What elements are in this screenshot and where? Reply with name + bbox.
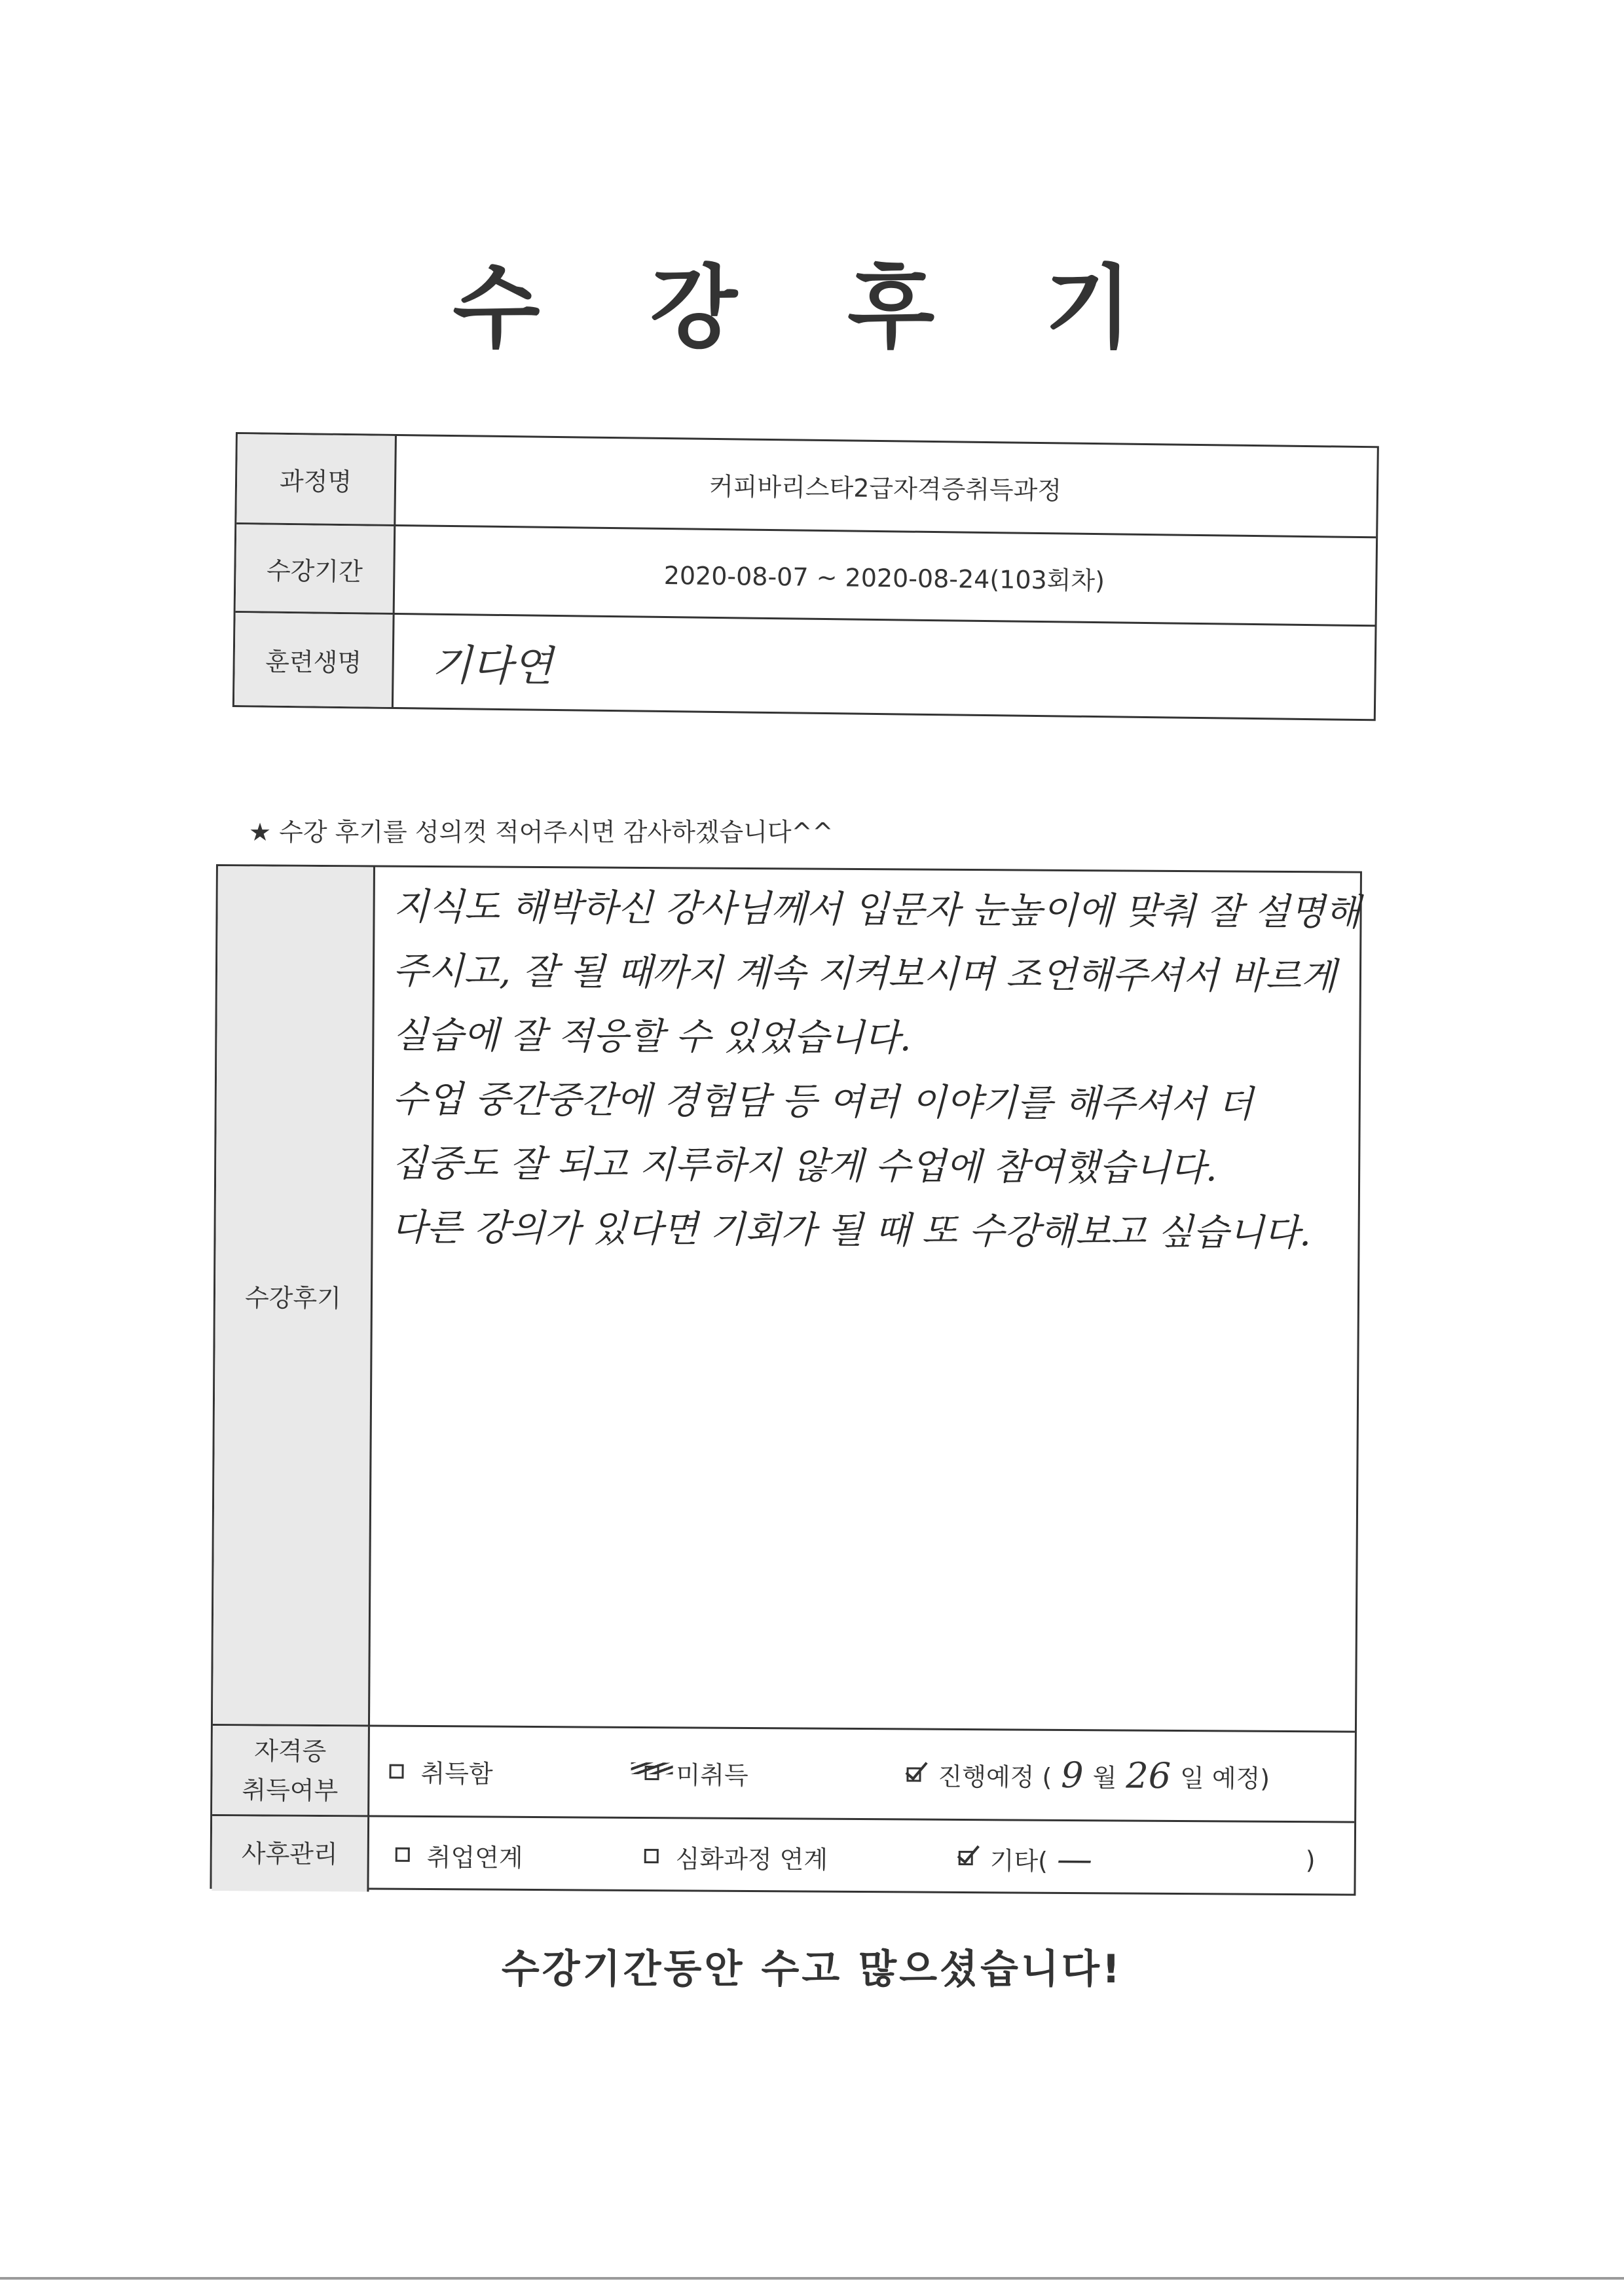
trainee-name-handwritten: 기다연 xyxy=(431,641,553,691)
certification-label-line2: 취득여부 xyxy=(242,1775,339,1805)
month-label: 월 xyxy=(1092,1763,1117,1793)
checkbox-in-progress-checked xyxy=(906,1767,921,1781)
notice-text: ★ 수강 후기를 성의껏 적어주시면 감사하겠습니다^^ xyxy=(249,818,834,847)
option-advanced-label: 심화과정 연계 xyxy=(675,1844,828,1874)
followup-row xyxy=(212,1814,1354,1898)
review-line: 지식도 해박하신 강사님께서 입문자 눈높이에 맞춰 잘 설명해 xyxy=(393,885,1361,934)
option-not-acquired xyxy=(644,1728,748,1817)
checkbox-acquired xyxy=(389,1764,403,1778)
checkbox-other-checked xyxy=(959,1851,973,1865)
review-label: 수강후기 xyxy=(213,866,375,1724)
certification-row xyxy=(212,1724,1355,1821)
option-other-close: ) xyxy=(1305,1846,1316,1875)
option-other xyxy=(958,1821,1101,1896)
option-other-label: 기타( xyxy=(989,1846,1048,1876)
period-label: 수강기간 xyxy=(236,524,396,613)
review-line: 집중도 잘 되고 지루하지 않게 수업에 참여했습니다. xyxy=(392,1142,1218,1190)
month-handwritten: 9 xyxy=(1061,1754,1084,1796)
course-row xyxy=(236,434,1377,536)
day-label: 일 예정) xyxy=(1179,1764,1270,1793)
option-not-acquired-label: 미취득 xyxy=(676,1760,748,1790)
option-job xyxy=(395,1817,523,1893)
review-line: 주시고, 잘 될 때까지 계속 지켜보시며 조언해주셔서 바르게 xyxy=(392,949,1337,998)
period-value: 2020-08-07 ~ 2020-08-24(103회차) xyxy=(663,560,1105,595)
day-handwritten: 26 xyxy=(1126,1755,1172,1796)
period-row xyxy=(236,522,1376,625)
trainee-row xyxy=(234,611,1375,719)
review-line: 다른 강의가 있다면 기회가 될 때 또 수강해보고 싶습니다. xyxy=(391,1206,1312,1255)
page-title: 수 강 후 기 xyxy=(452,255,1172,361)
option-acquired xyxy=(389,1727,493,1816)
option-acquired-label: 취득함 xyxy=(420,1758,493,1789)
info-table xyxy=(232,432,1379,721)
review-table xyxy=(210,864,1362,1896)
scan-edge-line xyxy=(0,2277,1624,2280)
other-handwritten: — xyxy=(1056,1838,1093,1880)
option-in-progress-label: 진행예정 ( xyxy=(938,1762,1052,1792)
option-in-progress xyxy=(906,1730,1270,1820)
closing-message: 수강기간동안 수고 많으셨습니다! xyxy=(501,1946,1123,1992)
checkbox-not-acquired-scribbled xyxy=(644,1766,659,1780)
course-value: 커피바리스타2급자격증취득과정 xyxy=(709,471,1062,505)
certification-label-line1: 자격증 xyxy=(254,1736,327,1766)
checkbox-job xyxy=(396,1848,410,1862)
option-advanced xyxy=(644,1819,828,1895)
review-line: 실습에 잘 적응할 수 있었습니다. xyxy=(392,1013,912,1060)
review-line: 수업 중간중간에 경험담 등 여러 이야기를 해주셔서 더 xyxy=(392,1078,1253,1126)
course-label: 과정명 xyxy=(236,434,397,524)
review-handwritten-text xyxy=(391,875,1361,1266)
checkbox-advanced xyxy=(644,1849,659,1863)
option-job-label: 취업연계 xyxy=(426,1842,523,1872)
certification-label xyxy=(212,1726,370,1815)
followup-label: 사후관리 xyxy=(212,1816,369,1891)
trainee-label: 훈련생명 xyxy=(234,613,395,707)
